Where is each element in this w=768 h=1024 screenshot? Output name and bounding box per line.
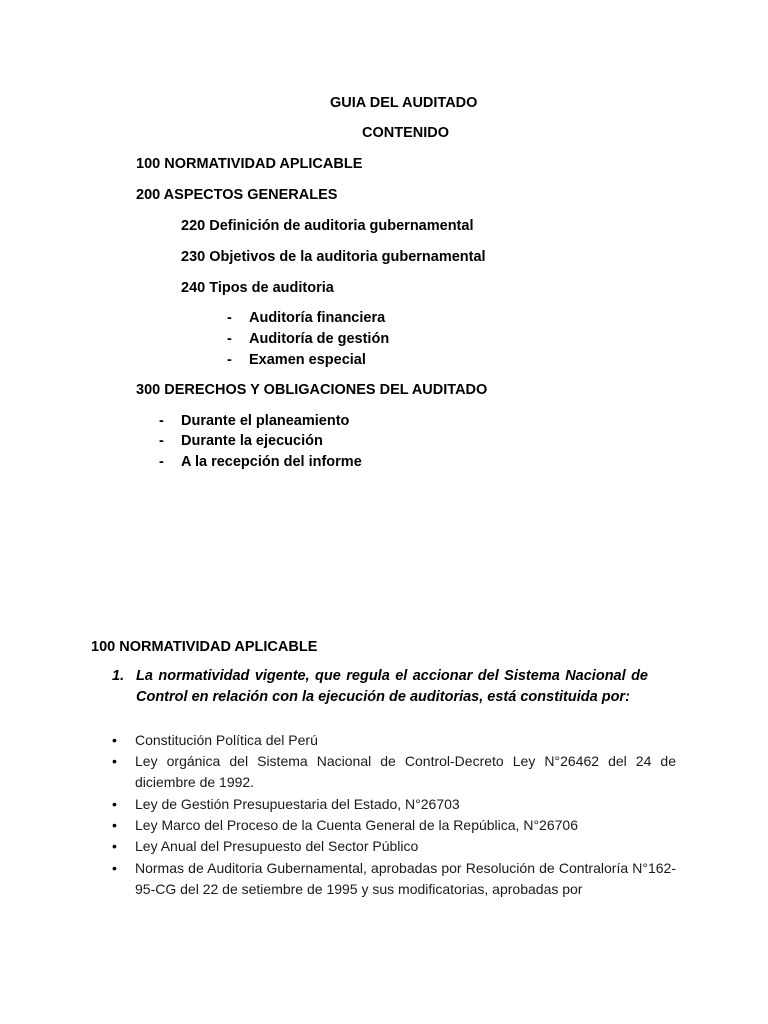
dash-marker: -: [159, 413, 164, 429]
toc-subitem: Auditoría de gestión: [249, 331, 390, 347]
bullet-icon: •: [112, 860, 117, 876]
list-item: Ley Marco del Proceso de la Cuenta General de la República, N°26706: [135, 817, 578, 833]
dash-marker: -: [227, 352, 232, 368]
bullet-icon: •: [112, 753, 117, 769]
list-item: Ley orgánica del Sistema Nacional de Control-Decreto Ley N°26462 del 24 de diciembre de 1992.: [135, 753, 676, 790]
toc-subitem: Auditoría financiera: [249, 310, 386, 326]
toc-subitem: A la recepción del informe: [181, 454, 362, 470]
bullet-icon: •: [112, 732, 117, 748]
contents-heading: CONTENIDO: [362, 125, 449, 141]
section-heading-100: 100 NORMATIVIDAD APLICABLE: [91, 639, 318, 655]
list-item: Normas de Auditoria Gubernamental, aprobadas por Resolución de Contraloría N°162-95-CG del 22 de setiembre de 1995 y sus modificatorias, aprobadas por: [135, 860, 676, 897]
dash-marker: -: [159, 433, 164, 449]
toc-subitem: Durante la ejecución: [181, 433, 323, 449]
toc-item-220: 220 Definición de auditoria gubernamental: [181, 218, 474, 234]
toc-item-100: 100 NORMATIVIDAD APLICABLE: [136, 156, 363, 172]
toc-item-300: 300 DERECHOS Y OBLIGACIONES DEL AUDITADO: [136, 382, 488, 398]
list-item: Ley de Gestión Presupuestaria del Estado, N°26703: [135, 796, 460, 812]
toc-item-240: 240 Tipos de auditoria: [181, 280, 334, 296]
toc-subitem: Examen especial: [249, 352, 366, 368]
toc-item-230: 230 Objetivos de la auditoria gubernamental: [181, 249, 486, 265]
bullet-icon: •: [112, 817, 117, 833]
dash-marker: -: [227, 310, 232, 326]
bullet-icon: •: [112, 796, 117, 812]
list-item: Constitución Política del Perú: [135, 732, 318, 748]
dash-marker: -: [227, 331, 232, 347]
section-intro-text: La normatividad vigente, que regula el accionar del Sistema Nacional de Control en relación con la ejecución de auditorias, está constituida por:: [136, 668, 648, 705]
list-number: 1.: [112, 668, 125, 684]
document-title: GUIA DEL AUDITADO: [330, 95, 478, 111]
dash-marker: -: [159, 454, 164, 470]
bullet-icon: •: [112, 838, 117, 854]
toc-subitem: Durante el planeamiento: [181, 413, 350, 429]
list-item: Ley Anual del Presupuesto del Sector Público: [135, 838, 419, 854]
toc-item-200: 200 ASPECTOS GENERALES: [136, 187, 338, 203]
